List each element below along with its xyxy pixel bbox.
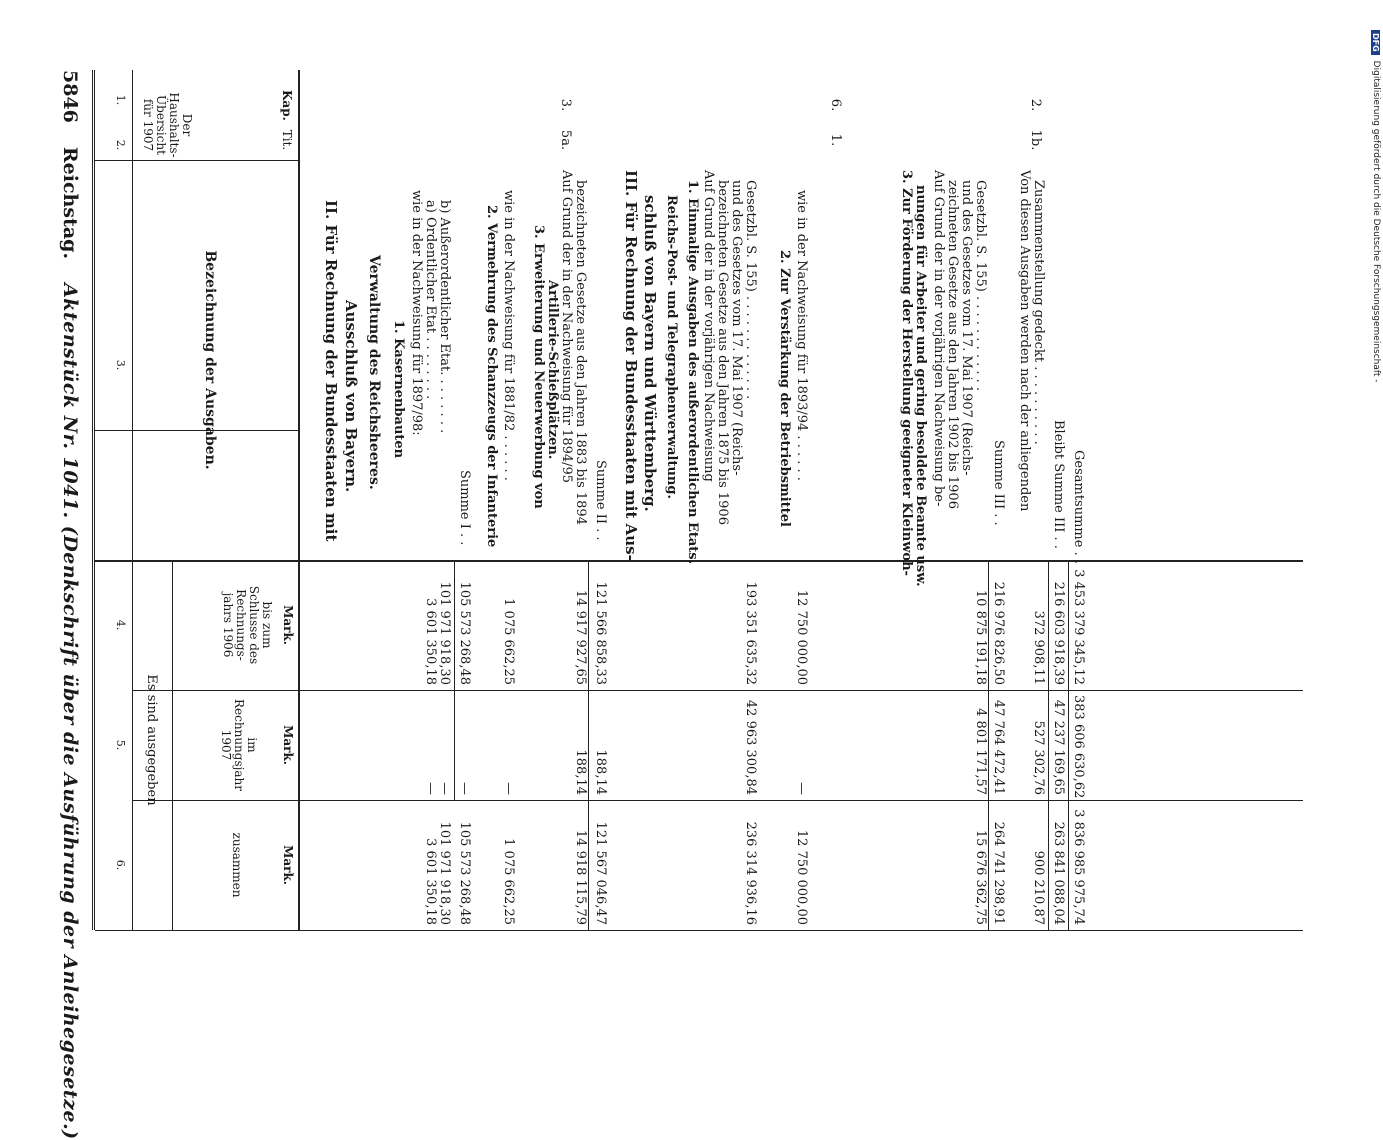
summe-III-label: Summe III . .	[991, 440, 1006, 526]
value-davon-col4: 372 908,11	[1031, 610, 1046, 685]
value-gesamt-col6: 3 836 985 975,74	[1071, 809, 1086, 925]
header-uebersicht-line: Der	[180, 113, 194, 137]
value-bleibt-col4: 216 603 918,39	[1051, 581, 1066, 685]
unit-col5: Mark.	[281, 725, 295, 765]
p2-text: wie in der Nachweisung für 1893/94 . . . . . .	[794, 190, 809, 481]
p1-text-2: bezeichneten Gesetze aus den Jahren 1875 bis 1906	[715, 180, 730, 525]
section-III-title-2: schluß von Bayern und Württemberg.	[641, 195, 659, 512]
ref-tit-1b: 1b.	[1028, 129, 1043, 151]
section-II-title-line1: II. Für Rechnung der Bundesstaaten mit	[322, 200, 340, 542]
s3-text-1: Auf Grund der in der Nachweisung für 1894/95	[559, 170, 574, 484]
value-summe-III-col4: 216 976 826,50	[991, 581, 1006, 685]
value-s3-col6: 14 918 115,79	[573, 829, 588, 925]
header-uebersicht-line: Haushalts-	[167, 92, 181, 158]
value-bleibt-col5: 47 237 169,65	[1051, 699, 1066, 795]
s2-title: 2. Vermehrung des Schanzzeugs der Infanterie	[484, 205, 499, 548]
header-col5	[219, 695, 258, 795]
davon-text-2: Zusammenstellung gedeckt . . . . . . . . . .	[1031, 180, 1046, 445]
value-a-col5: —	[423, 782, 438, 795]
value-p3-col4: 10 875 191,18	[973, 589, 988, 685]
ref-tit-1: 1.	[828, 133, 843, 147]
value-p2-col6: 12 750 000,00	[794, 829, 809, 925]
header-uebersicht-line: für 1907	[141, 98, 155, 152]
rule-bleibt	[1048, 560, 1049, 930]
value-p2-col5: —	[794, 782, 809, 795]
p3-text-4: Gesetzbl. S. 155) . . . . . . . . . . . .	[973, 180, 988, 392]
value-gesamt-col4: 3 453 379 345,12	[1071, 569, 1086, 685]
header-es-sind-ausgegeben: Es sind ausgegeben	[144, 674, 159, 806]
ref-kap-6: 6.	[828, 98, 843, 112]
rule-summe-III	[988, 560, 989, 930]
value-a-col6: 3 601 350,18	[423, 838, 438, 925]
value-davon-col5: 527 302,76	[1031, 720, 1046, 795]
section-II-title-line2: Ausschluß von Bayern.	[342, 300, 360, 493]
header-col6: zusammen	[230, 832, 244, 898]
p3-text-3: und des Gesetzes vom 17. Mai 1907 (Reichs-	[959, 180, 974, 476]
summe-I-label: Summe I . .	[457, 470, 472, 546]
value-summe-II-col5: 188,14	[593, 749, 608, 795]
value-summe-I-col5: —	[457, 782, 472, 795]
value-summe-I-col4: 105 573 268,48	[457, 581, 472, 685]
p3-text-1: Auf Grund der in der vorjährigen Nachweisung be-	[931, 170, 946, 507]
running-head	[52, 70, 88, 1140]
rule-gesamt	[1068, 560, 1069, 930]
header-bottom-rule	[298, 70, 300, 930]
value-s2-col5: —	[501, 782, 516, 795]
header-col4-line: jahrs 1906	[221, 592, 235, 658]
value-p1-col6: 236 314 936,16	[743, 821, 758, 925]
running-head-title: Aktenstück Nr. 1041. (Denkschrift über die Ausführung der Anleihegesetze.)	[59, 283, 81, 1140]
davon-text-1: Von diesen Ausgaben werden nach der anliegenden	[1017, 170, 1032, 512]
s3-text-2: bezeichneten Gesetze aus den Jahren 1883 bis 1894	[573, 180, 588, 525]
value-p2-col4: 12 750 000,00	[794, 589, 809, 685]
header-col4-line: bis zum	[260, 601, 274, 649]
p3-title-2: nungen für Arbeiter und gering besoldete Beamte usw.	[913, 185, 928, 587]
header-col4-line: Rechnungs-	[234, 589, 248, 661]
value-p3-col6: 15 676 362,75	[973, 829, 988, 925]
value-a-col4: 3 601 350,18	[423, 598, 438, 685]
unit-col6: Mark.	[281, 845, 295, 885]
header-col5-line: 1907	[219, 729, 233, 761]
ausgegeben-rule	[172, 560, 173, 930]
header-col5-line: Rechnungsjahr	[232, 699, 246, 791]
p1-text-1: Auf Grund der in der vorjährigen Nachweisung	[701, 170, 716, 482]
bleibt-label: Bleibt Summe III . .	[1051, 420, 1066, 549]
header-col5-line: im	[245, 737, 259, 753]
value-gesamt-col5: 383 606 630,62	[1071, 695, 1086, 799]
unit-col4: Mark.	[281, 605, 295, 645]
value-s3-col4: 14 917 927,65	[573, 589, 588, 685]
p2-title: 2. Zur Verstärkung der Betriebsmittel	[777, 250, 792, 527]
col-sep-right	[95, 930, 1303, 931]
value-p1-col4: 193 351 635,32	[743, 581, 758, 685]
value-summe-II-col6: 121 567 046,47	[593, 821, 608, 925]
value-bleibt-col6: 263 841 088,04	[1051, 821, 1066, 925]
value-summe-III-col6: 264 741 298,91	[991, 821, 1006, 925]
colnum-5: 5.	[114, 739, 127, 751]
value-summe-II-col4: 121 566 858,33	[593, 581, 608, 685]
value-b-col6: 101 971 918,30	[437, 821, 452, 925]
value-davon-col6: 900 210,87	[1031, 850, 1046, 925]
value-p3-col5: 4 801 171,57	[973, 708, 988, 795]
s3-title-2: Artillerie-Schießplätzen.	[545, 280, 560, 460]
rule-summe-I	[454, 560, 455, 800]
value-b-col5: —	[437, 782, 452, 795]
header-col4-line: Schlusse des	[247, 585, 261, 665]
section-III-title-1: III. Für Rechnung der Bundesstaaten mit Aus-	[622, 170, 640, 561]
digitization-credit	[1369, 0, 1383, 1000]
col-sep-1-3	[95, 160, 300, 161]
ref-kap-3: 3.	[558, 98, 573, 112]
ref-kap-2: 2.	[1028, 98, 1043, 112]
s3-title-1: 3. Erweiterung und Neuerwerbung von	[531, 225, 546, 509]
colnum-3: 3.	[114, 359, 127, 371]
colnum-6: 6.	[114, 859, 127, 871]
dfg-logo: DFG	[1372, 30, 1381, 55]
header-uebersicht-line: Übersicht	[154, 95, 168, 155]
p1-text-4: Gesetzbl. S. 155) . . . . . . . . . . . . .	[743, 180, 758, 400]
col-sep-3-4	[95, 430, 300, 431]
colnum-1: 1.	[114, 94, 127, 106]
value-summe-I-col6: 105 573 268,48	[457, 821, 472, 925]
summe-II-label: Summe II . .	[593, 460, 608, 541]
header-col4	[221, 565, 273, 685]
running-head-left: Reichstag.	[59, 146, 81, 260]
col-sep-4-5	[133, 690, 1303, 691]
colnum-rule	[132, 70, 133, 930]
value-s2-col4: 1 075 662,25	[501, 598, 516, 685]
header-bezeichnung: Bezeichnung der Ausgaben.	[202, 250, 218, 470]
value-s2-col6: 1 075 662,25	[501, 838, 516, 925]
colnum-2: 2.	[114, 139, 127, 151]
colnum-4: 4.	[114, 619, 127, 631]
p1-text-3: und des Gesetzes vom 17. Mai 1907 (Reichs-	[729, 180, 744, 476]
header-kap: Kap.	[280, 90, 294, 121]
s1-text-b: b) Außerordentlicher Etat. . . . . . . .	[437, 200, 452, 434]
value-s3-col5: 188,14	[573, 749, 588, 795]
s1-text-a: a) Ordentlicher Etat . . . . . . . .	[423, 200, 438, 400]
rule-summe-II	[588, 560, 589, 930]
s2-text: wie in der Nachweisung für 1881/82 . . . . . .	[501, 190, 516, 481]
ref-tit-5a: 5a.	[558, 129, 573, 151]
section-III-subtitle: Reichs-Post- und Telegraphenverwaltung.	[664, 195, 679, 499]
value-b-col4: 101 971 918,30	[437, 581, 452, 685]
digitization-credit-text: Digitalisierung gefördert durch die Deutsche Forschungsgemeinschaft -	[1371, 60, 1381, 383]
value-summe-III-col5: 47 764 472,41	[991, 699, 1006, 795]
s1-title: 1. Kasernenbauten	[391, 320, 406, 459]
gesamt-label: Gesamtsumme . .	[1071, 450, 1086, 564]
s1-text-1: wie in der Nachweisung für 1897/98:	[409, 190, 424, 436]
value-p1-col5: 42 963 300,84	[743, 699, 758, 795]
top-double-rule	[92, 70, 95, 930]
p1-title: 1. Einmalige Ausgaben des außerordentlichen Etats.	[685, 180, 700, 565]
col-sep-5-6	[133, 800, 1303, 801]
p3-title-1: 3. Zur Förderung der Herstellung geeigneter Kleinwoh-	[899, 170, 914, 576]
section-II-subtitle: Verwaltung des Reichsheeres.	[366, 255, 382, 490]
header-tit: Tit.	[280, 129, 294, 151]
header-uebersicht	[141, 90, 193, 160]
page-number: 5846	[59, 70, 81, 123]
p3-text-2: zeichneten Gesetze aus den Jahren 1902 bis 1906	[945, 180, 960, 509]
